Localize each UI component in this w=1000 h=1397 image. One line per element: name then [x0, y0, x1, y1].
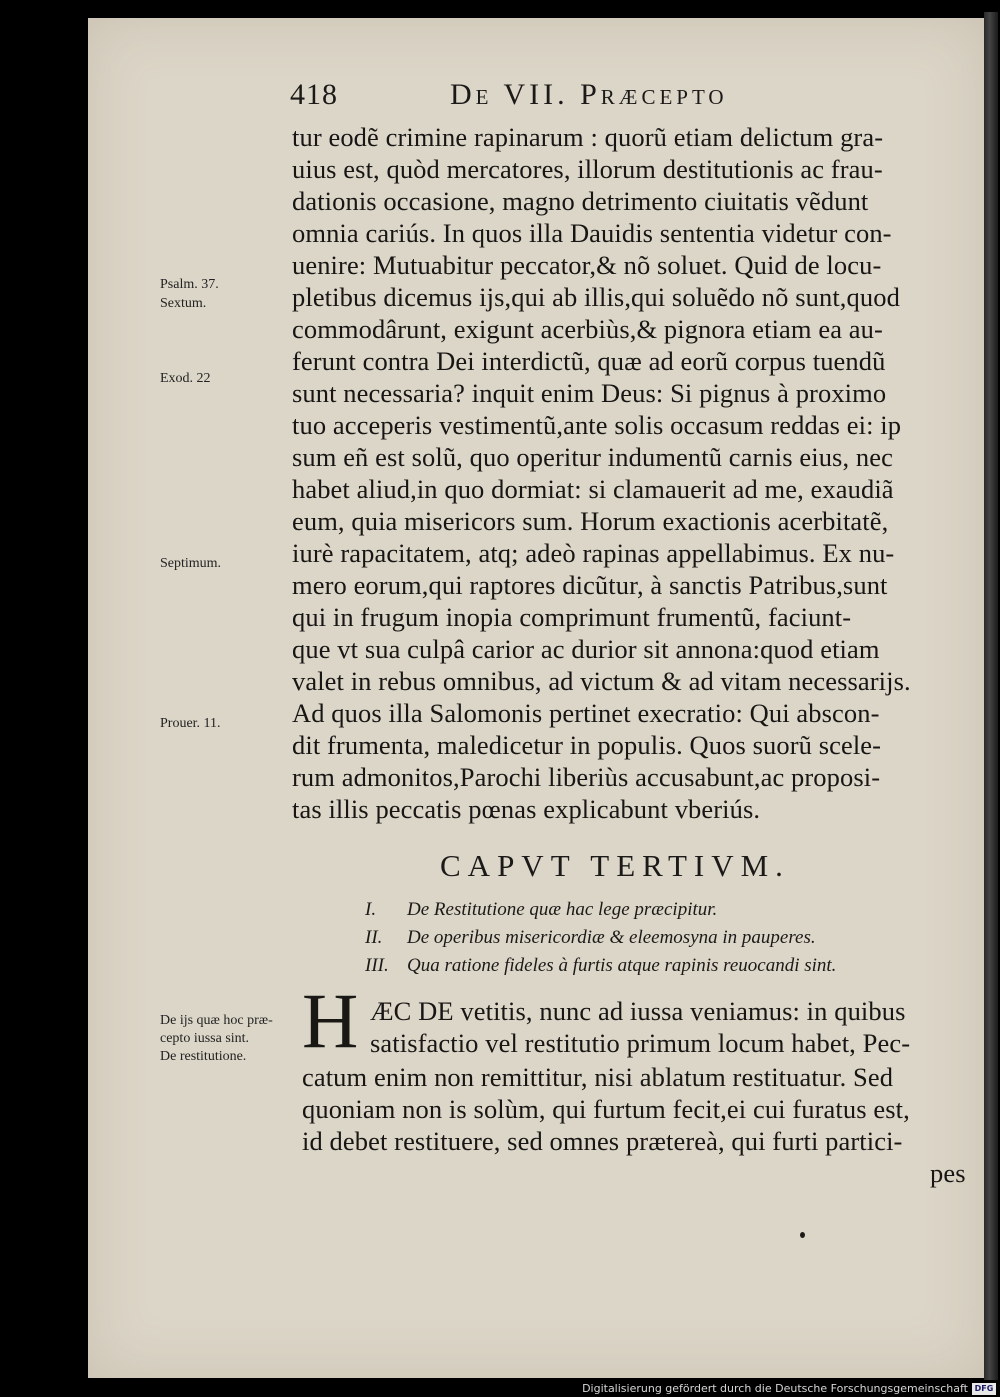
margin-note-exod: Exod. 22 [160, 371, 211, 386]
margin-note-deijs: De ijs quæ hoc præ- [160, 1013, 273, 1028]
margin-note-psalm: Psalm. 37. [160, 277, 219, 292]
margin-note-sextum: Sextum. [160, 296, 207, 311]
body-line: dit frumenta, maledicetur in populis. Quos suorũ scele- [292, 730, 882, 760]
margin-note-cepto: cepto iussa sint. [160, 1031, 250, 1046]
chapter-body-line: catum enim non remittitur, nisi ablatum restituatur. Sed [302, 1062, 894, 1092]
section-title: De VII. Præcepto [450, 78, 728, 111]
catchword: pes [930, 1158, 966, 1188]
body-line: rum admonitos,Parochi liberiùs accusabunt,ac proposi- [292, 762, 881, 792]
body-line: omnia cariús. In quos illa Dauidis sententia videtur con- [292, 218, 892, 248]
drop-cap: H [302, 977, 359, 1064]
chapter-body-line: id debet restituere, sed omnes prætereà, qui furti partici- [302, 1126, 903, 1156]
body-line: que vt sua culpâ carior ac durior sit annona:quod etiam [292, 634, 880, 664]
dfg-logo-icon: DFG [972, 1383, 996, 1395]
margin-note-restitutione: De restitutione. [160, 1049, 247, 1064]
contents-text: Qua ratione fideles à furtis atque rapinis reuocandi sint. [407, 955, 837, 976]
body-line: tur eodẽ crimine rapinarum : quorũ etiam delictum gra- [292, 122, 884, 152]
chapter-heading: CAPVT TERTIVM. [440, 848, 790, 883]
page-number: 418 [290, 78, 338, 111]
ink-spot [800, 1232, 805, 1238]
margin-note-prouer: Prouer. 11. [160, 716, 221, 731]
scan-edge [984, 12, 998, 1382]
margin-note-septimum: Septimum. [160, 556, 222, 571]
body-line: sum eñ est solũ, quo operitur indumentũ carnis eius, nec [292, 442, 893, 472]
contents-number: III. [365, 955, 389, 976]
body-line: tuo acceperis vestimentũ,ante solis occasum reddas ei: ip [292, 410, 902, 440]
body-line: ferunt contra Dei interdictũ, quæ ad eorũ corpus tuendũ [292, 346, 886, 376]
running-head [290, 78, 810, 118]
footer-credit: Digitalisierung gefördert durch die Deutsche Forschungsgemeinschaft [582, 1382, 968, 1395]
body-line: qui in frugum inopia comprimunt frumentũ, faciunt- [292, 602, 852, 632]
contents-text: De Restitutione quæ hac lege præcipitur. [407, 899, 718, 920]
body-line: sunt necessaria? inquit enim Deus: Si pignus à proximo [292, 378, 887, 408]
body-line: uenire: Mutuabitur peccator,& nõ soluet. Quid de locu- [292, 250, 882, 280]
chapter-contents-item [365, 953, 836, 979]
chapter-body-line: satisfactio vel restitutio primum locum habet, Pec- [370, 1028, 911, 1058]
chapter-contents-item [365, 925, 816, 951]
chapter-contents-item [365, 897, 717, 923]
body-line: tas illis peccatis pœnas explicabunt vberiús. [292, 794, 761, 824]
body-line: valet in rebus omnibus, ad victum & ad vitam necessarijs. [292, 666, 911, 696]
body-line: habet aliud,in quo dormiat: si clamauerit ad me, exaudiã [292, 474, 894, 504]
body-line: commodârunt, exigunt acerbiùs,& pignora etiam ea au- [292, 314, 883, 344]
contents-text: De operibus misericordiæ & eleemosyna in pauperes. [407, 927, 816, 948]
body-line: eum, quia misericors sum. Horum exactionis acerbitatẽ, [292, 506, 889, 536]
chapter-body-line: quoniam non is solùm, qui furtum fecit,ei cui furatus est, [302, 1094, 910, 1124]
body-line: dationis occasione, magno detrimento ciuitatis vẽdunt [292, 186, 869, 216]
body-line: mero eorum,qui raptores dicũtur, à sanctis Patribus,sunt [292, 570, 888, 600]
contents-number: I. [365, 899, 377, 920]
body-line: iurè rapacitatem, atq; adeò rapinas appellabimus. Ex nu- [292, 538, 895, 568]
body-line: pletibus dicemus ijs,qui ab illis,qui soluẽdo nõ sunt,quod [292, 282, 900, 312]
contents-number: II. [365, 927, 383, 948]
body-line: uius est, quòd mercatores, illorum destitutionis ac frau- [292, 154, 883, 184]
chapter-body-line: ÆC DE vetitis, nunc ad iussa veniamus: in quibus [370, 996, 906, 1026]
body-line: Ad quos illa Salomonis pertinet execratio: Qui abscon- [292, 698, 880, 728]
footer-bar [0, 1380, 1000, 1397]
